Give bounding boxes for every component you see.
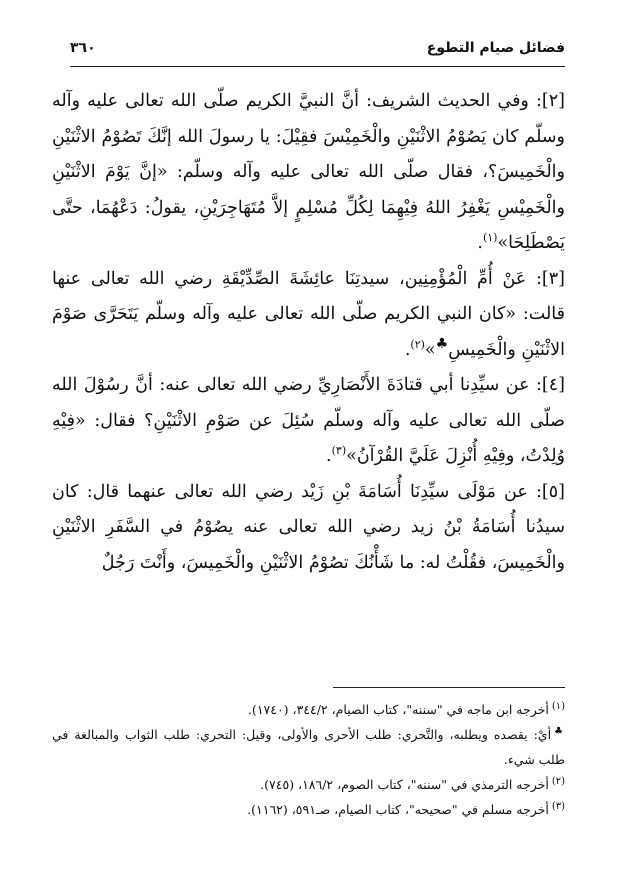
running-header xyxy=(70,40,565,64)
paragraph-label: [٥]: xyxy=(536,481,565,502)
footnote-ref-2[interactable]: (٢) xyxy=(410,337,425,351)
footnote-text: أيْ: يقصده ويطلبه، والتَّحري: طلب الأحرى والأولى، وقيل: التحري: طلب الثواب والمبالغة في طلب شيء. xyxy=(52,727,565,767)
paragraph-text: عن سيِّدِنا أبي قتادَةَ الأَنْصَارِيِّ رضي الله تعالى عنه: أنَّ رسُوْلَ الله صلّى الله تعالى عليه وآله وسلّم سُئِلَ عن صَوْمِ الاثْنَيْنِ؟ فقال: «فِيْهِ وُلِدْتُ، وفِيْهِ أُنْزِلَ عَلَيَّ القُرْآنُ» xyxy=(52,375,565,466)
paragraph-label: [٢]: xyxy=(536,91,565,111)
hadith-paragraph-4 xyxy=(52,368,565,475)
footnote-ref-1[interactable]: (١) xyxy=(482,231,498,245)
paragraph-text: عن مَوْلَى سيِّدِنَا أُسَامَةَ بْنِ زَيْد رضي الله تعالى عنهما قال: كان سيدُنا أُسَامَةُ بْنُ زيد رضي الله تعالى عنه يصُوْمُ في السَّفَرِ الاثْنَيْنِ والْخَمِيسَ، فقُلْتُ له: ما شَأْنُكَ تصُوْمُ الاثْنَيْنِ والْخَمِيسَ، وأَنْتَ رَجُلٌ xyxy=(52,481,565,573)
footnote-mark: (٣) xyxy=(551,800,565,812)
footnote-mark: (٢) xyxy=(551,775,565,787)
footnote-ref-3[interactable]: (٣) xyxy=(331,444,347,458)
main-text xyxy=(52,84,565,581)
paragraph-label: [٤]: xyxy=(536,375,565,395)
paragraph-text: وفي الحديث الشريف: أنَّ النبيَّ الكريم صلّى الله تعالى عليه وآله وسلّم كان يَصُوْمُ الاثْنَيْنِ والْخَمِيْسَ فقِيْلَ: يا رسولَ الله إنَّكَ تَصُوْمُ الاثْنَيْنِ والْخَمِيسَ؟، فقال صلّى الله تعالى عليه وآله وسلّم: «إنَّ يَوْمَ الاثْنَيْنِ والْخَمِيْسِ يَغْفِرُ اللهُ فِيْهِمَا لِكُلِّ مُسْلِمٍ إلاَّ مُتَهَاجِرَيْنِ، يقولُ: دَعْهُمَا، حتَّى يَصْطَلِحَا» xyxy=(52,91,565,253)
paragraph-text: عَنْ أُمِّ الْمُؤْمِنِين، سيدتِنَا عائِشَةَ الصِّدِّيْقَةِ رضي الله تعالى عنها قالت: «كان النبي الكريم صلّى الله تعالى عليه وآله وسلّم يَتَحَرَّى صَوْمَ الاثْنَيْنِ والْخَمِيسِ xyxy=(52,268,565,360)
paragraph-text-closing: » xyxy=(424,339,436,360)
footnote-mark: (١) xyxy=(551,700,565,712)
paragraph-tail: . xyxy=(326,446,332,466)
footnote-star xyxy=(52,722,565,772)
paragraph-label: [٣]: xyxy=(536,268,565,289)
footnote-text: أخرجه الترمذي في "سننه"، كتاب الصوم، ١٨٦/٢، (٧٤٥). xyxy=(260,777,549,792)
footnote-text: أخرجه مسلم في "صحيحه"، كتاب الصيام، صـ٥٩١، (١١٦٢). xyxy=(247,802,549,817)
paragraph-tail: . xyxy=(404,339,411,360)
footnote-star-ref[interactable]: ♣ xyxy=(435,335,449,352)
header-title: فضائل صيام التطوع xyxy=(426,40,565,56)
footnote-1 xyxy=(52,697,565,722)
footnote-3 xyxy=(52,797,565,822)
header-divider xyxy=(70,66,565,67)
footnote-mark: ♣ xyxy=(554,725,566,737)
hadith-paragraph-3 xyxy=(52,262,565,369)
footnotes xyxy=(52,697,565,822)
hadith-paragraph-2 xyxy=(52,84,565,262)
footnote-divider xyxy=(333,687,565,688)
paragraph-tail: . xyxy=(477,233,483,253)
footnote-text: أخرجه ابن ماجه في "سننه"، كتاب الصيام، ٣٤٤/٢، (١٧٤٠). xyxy=(247,702,549,717)
page-number: ٣٦٠ xyxy=(70,40,96,56)
footnote-2 xyxy=(52,772,565,797)
hadith-paragraph-5 xyxy=(52,475,565,582)
